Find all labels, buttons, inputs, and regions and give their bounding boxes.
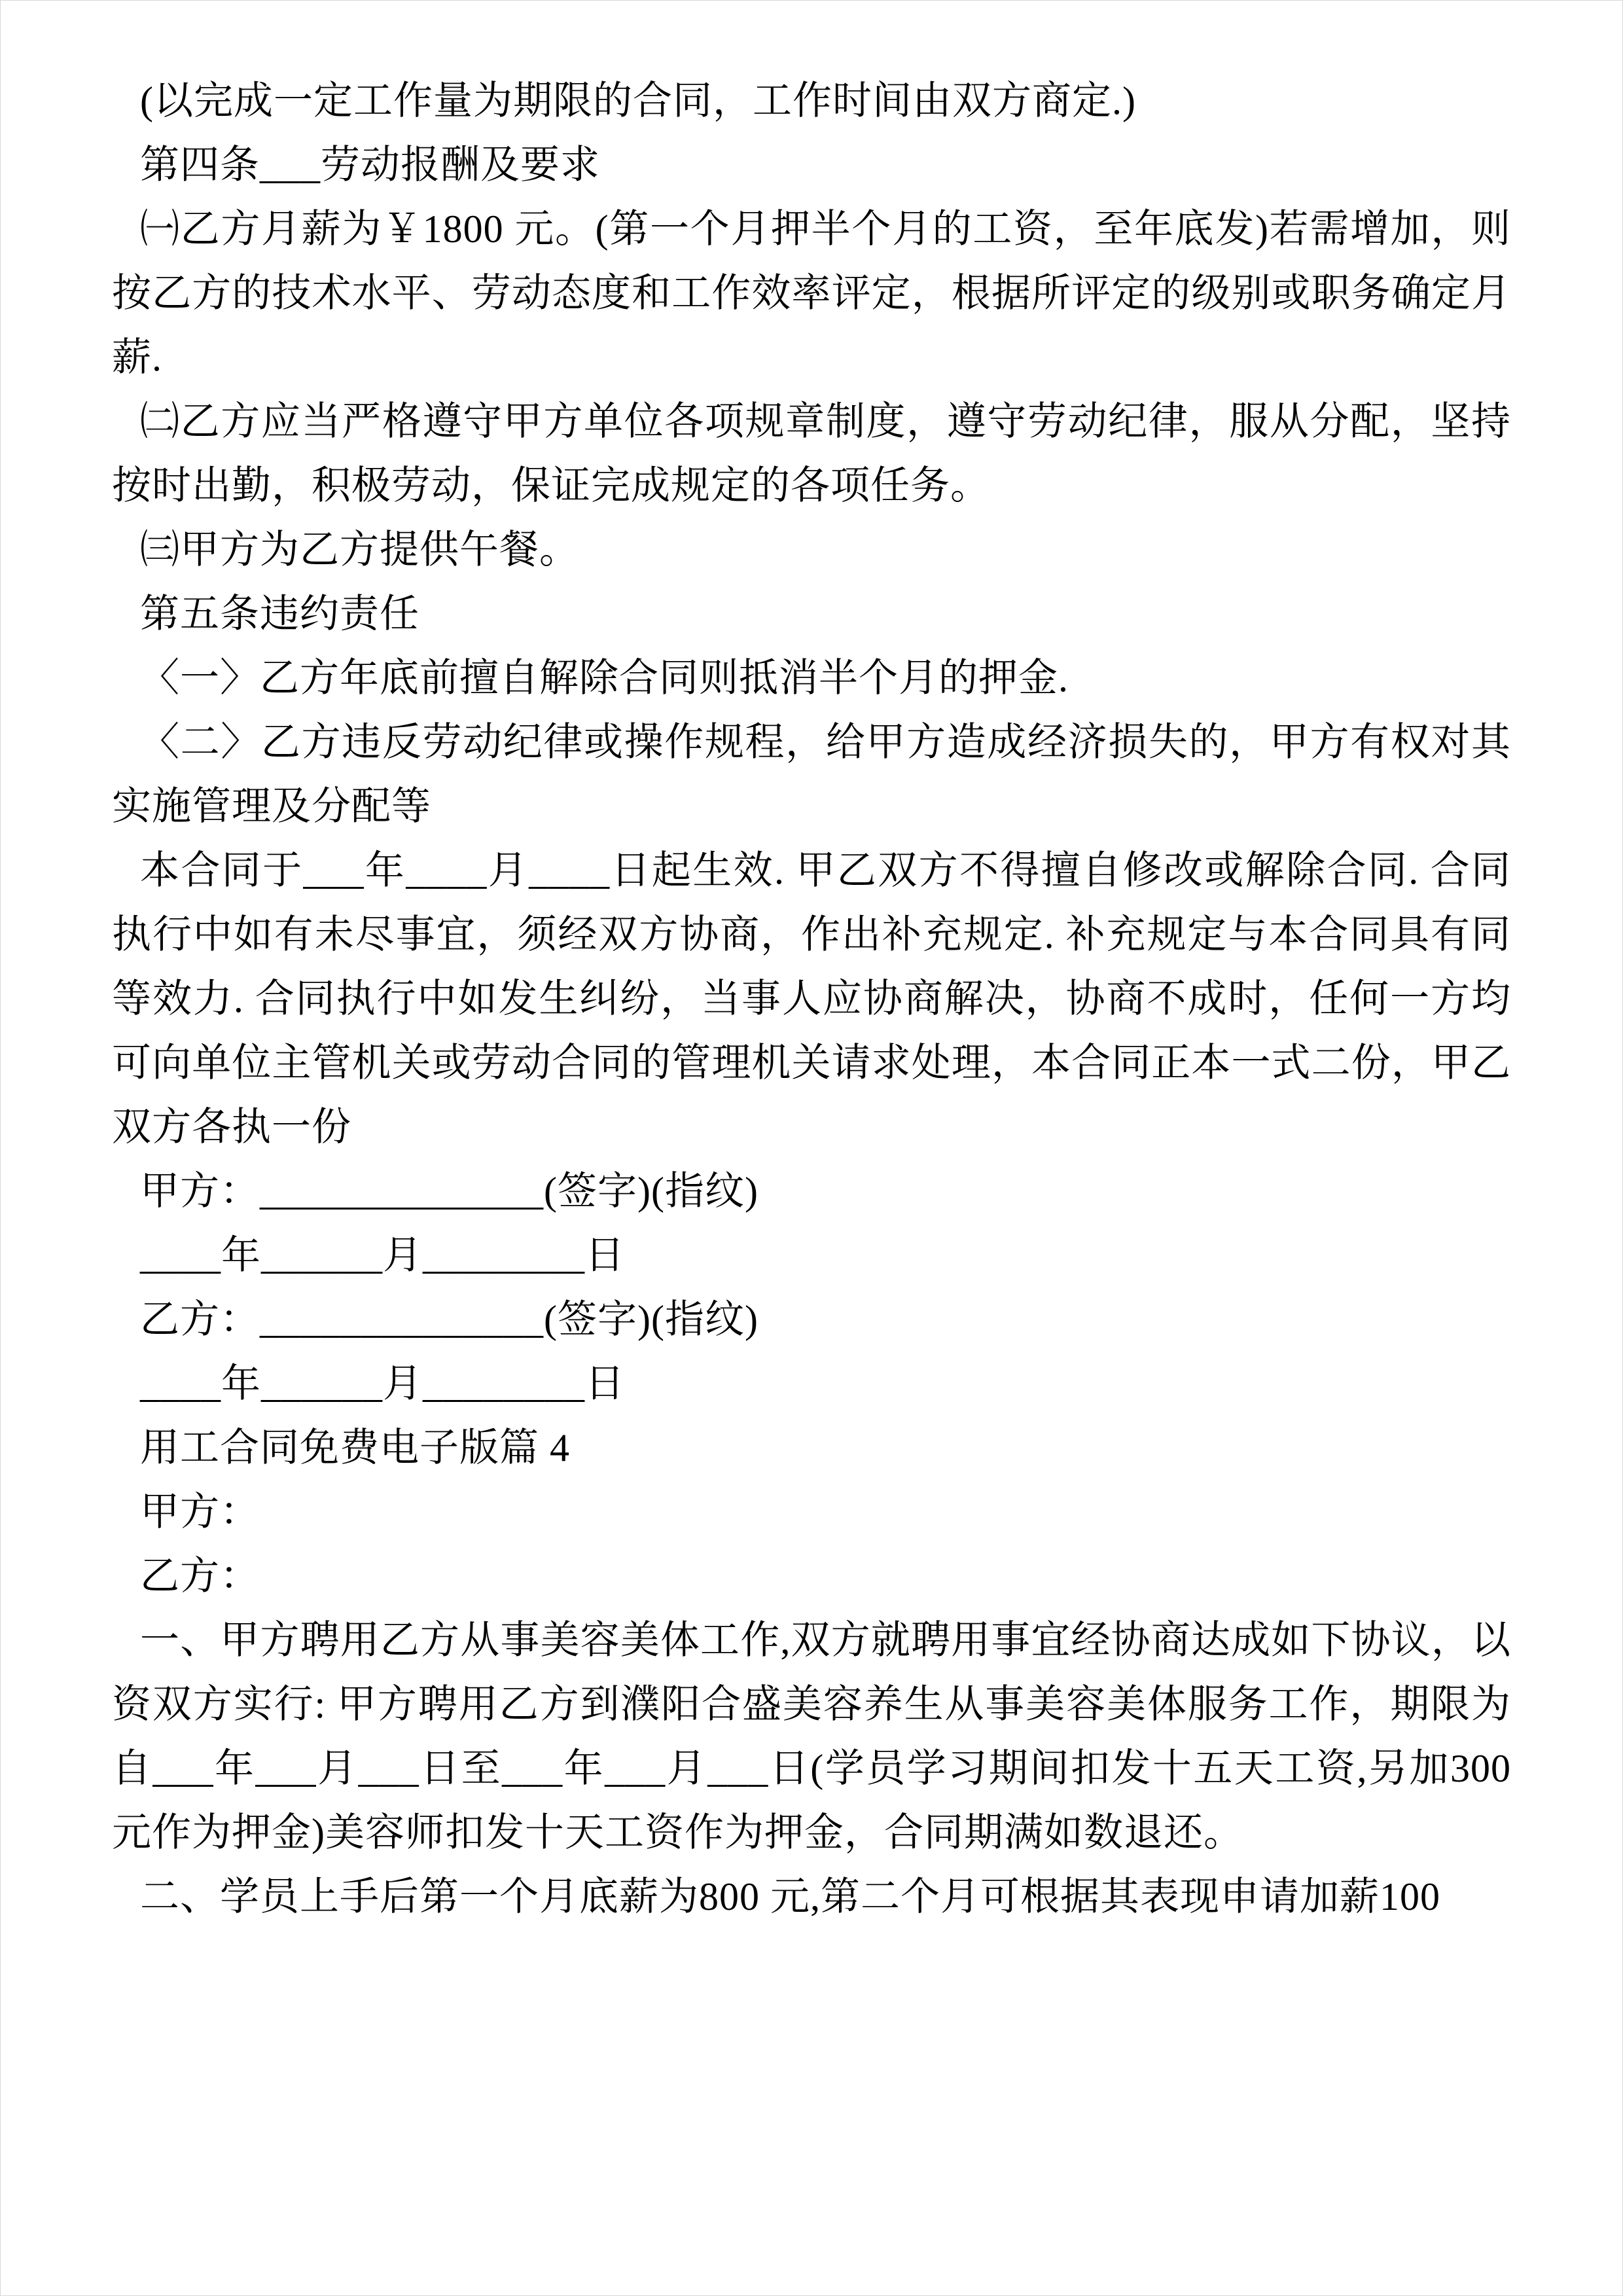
paragraph: 第四条___劳动报酬及要求 <box>140 143 600 187</box>
paragraph: 乙方：______________(签字)(指纹) <box>140 1298 758 1341</box>
paragraph: 本合同于___年____月____日起生效. 甲乙双方不得擅自修改或解除合同. 合同执行中如有未尽事宜，须经双方协商，作出补充规定. 补充规定与本合同具有同等效力. 合同执行中如发生纠纷，当事人应协商解决，协商不成时，任何一方均可向单位主管机关或劳动合同的管理机关请求处理，本合同正本一式二份，甲乙双方各执一份 <box>112 849 1511 1149</box>
document-body <box>1 1 1622 1929</box>
paragraph: (以完成一定工作量为期限的合同，工作时间由双方商定.) <box>140 79 1136 122</box>
paragraph: 〈一〉乙方年底前擅自解除合同则抵消半个月的押金. <box>140 656 1069 700</box>
paragraph: ㈠乙方月薪为￥1800 元。(第一个月押半个月的工资，至年底发)若需增加，则按乙方的技术水平、劳动态度和工作效率评定，根据所评定的级别或职务确定月薪. <box>112 207 1511 379</box>
paragraph: 第五条违约责任 <box>140 592 419 636</box>
paragraph: 一、甲方聘用乙方从事美容美体工作,双方就聘用事宜经协商达成如下协议，以资双方实行: 甲方聘用乙方到濮阳合盛美容养生从事美容美体服务工作，期限为自___年___月___日至___年___月___日(学员学习期间扣发十五天工资,另加300元作为押金)美容师扣发十天工资作为押金，合同期满如数退还。 <box>112 1619 1511 1854</box>
paragraph: ____年______月________日 <box>140 1234 625 1277</box>
paragraph: ㈢甲方为乙方提供午餐。 <box>140 528 579 571</box>
paragraph: 乙方： <box>140 1554 260 1598</box>
paragraph: 用工合同免费电子版篇 4 <box>140 1426 570 1469</box>
paragraph: ㈡乙方应当严格遵守甲方单位各项规章制度，遵守劳动纪律，服从分配，坚持按时出勤，积极劳动，保证完成规定的各项任务。 <box>112 400 1511 507</box>
paragraph: 〈二〉乙方违反劳动纪律或操作规程，给甲方造成经济损失的，甲方有权对其实施管理及分配等 <box>112 721 1511 828</box>
paragraph: ____年______月________日 <box>140 1362 625 1405</box>
paragraph: 二、学员上手后第一个月底薪为800 元,第二个月可根据其表现申请加薪100 <box>140 1875 1440 1918</box>
paragraph: 甲方： <box>140 1490 260 1534</box>
paragraph: 甲方：______________(签字)(指纹) <box>140 1170 758 1213</box>
